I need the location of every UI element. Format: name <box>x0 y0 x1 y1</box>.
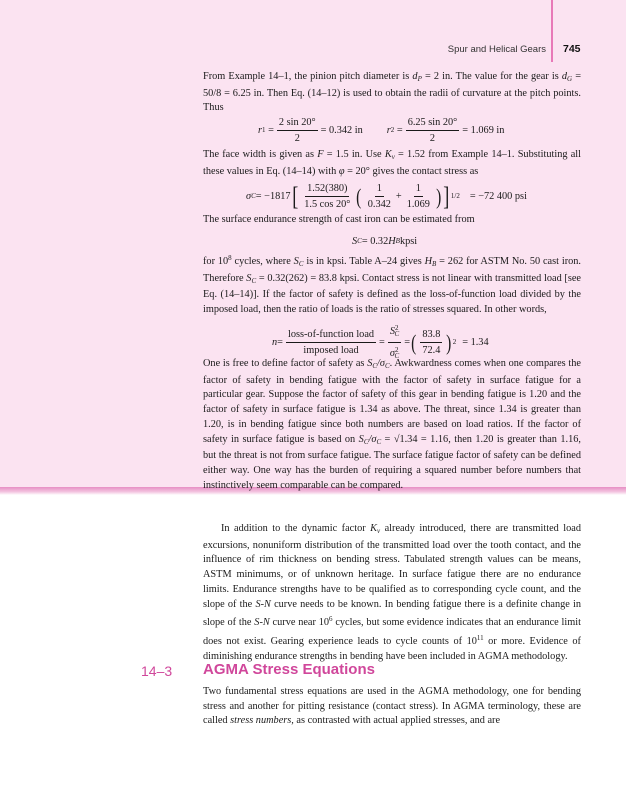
header-vertical-rule <box>551 0 553 62</box>
equation-endurance-strength: S C = 0.32 H B kpsi <box>352 236 418 247</box>
page-number: 745 <box>563 43 581 55</box>
paragraph-face-width: The face width is given as F = 1.5 in. Use $K_v = 1.52$ from Example 14–1. Substituting all these values in Eq. (14–14) with φ = 20° gives the contact stress as <box>203 149 581 177</box>
running-head: Spur and Helical Gears <box>447 44 546 55</box>
paragraph-stress-ratio: for $10^8$ cycles, where $S_C$ is in kpsi. Table A–24 gives $H_B = 262$ for ASTM No. 50 cast iron. Therefore $S_C = 0.32(262) = 83.8$ kpsi. Contact stress is not linear with transmitted load [see Eq. (14–14)]. If the factor of safety is defined as the loss-of-function load divided by the imposed load, then the ratio of loads is the ratio of stresses squared. In other words, <box>203 254 581 316</box>
equation-radii-of-curvature: r 1 = $\frac{2 \sin 20^\circ}{2}$ = 0.342 in r 2 = $\frac{6.25 \sin 20^\circ}{2}$ = 1.069 in <box>258 117 505 144</box>
section-number: 14–3 <box>141 663 173 679</box>
paragraph-pitch-diameters: From Example 14–1, the pinion pitch diameter is $d_P = 2$ in. The value for the gear is $d_G = 50/8 = 6.25$ in. Then Eq. (14–12) is used to obtain the radii of curvature at the pitch points. Thus <box>203 71 582 114</box>
paragraph-endurance-intro: The surface endurance strength of cast iron can be estimated from <box>203 214 475 225</box>
section-title: AGMA Stress Equations <box>203 661 375 678</box>
paragraph-safety-definition: One is free to define factor of safety as $S_C/\sigma_C$. Awkwardness comes when one compares the factor of safety in bending fatigue with the factor of safety in surface fatigue for a particular gear. Suppose the factor of safety of this gear in bending fatigue is 1.20 and the factor of safety in surface fatigue is 1.34 as above. The threat, since 1.34 is greater than 1.20, is in bending fatigue since both numbers are based on load ratios. If the factor of safety in surface fatigue is based on $S_C/\sigma_C = √1.34 = 1.16$, then 1.20 is greater than 1.16, but the threat is not from surface fatigue. The surface fatigue factor of safety can be defined either way. One way has the burden of requiring a squared number before numbers that instinctively seem comparable can be compared. <box>203 358 581 491</box>
paragraph-stress-equations: Two fundamental stress equations are used in the AGMA methodology, one for bending stress and another for pitting resistance (contact stress). In AGMA terminology, these are called stress numbers, as contrasted with actual applied stresses, and are <box>203 686 581 727</box>
equation-contact-stress: σ C = −1817 [ $\frac{1.52(380)}{1.5 \cos 20^\circ}$ ( $\frac{1}{0.342}$ + $\frac{1}{1.069}$ ) ] 1/2 = −72 400 psi <box>246 181 527 211</box>
equation-factor-of-safety: n = $\frac{\text{loss-of-function load}}{\text{imposed load}}$ = $\frac{S^2_C}{\sigma^2_C}$ = ( $\frac{83.8}{72.4}$ ) 2 = 1.34 <box>272 324 489 360</box>
paragraph-agma-intro: In addition to the dynamic factor $K_v$ already introduced, there are transmitted load excursions, nonuniform distribution of the transmitted load over the tooth contact, and the influence of rim thickness on bending stress. Tabulated strength values can be means, ASTM minimums, or of unknown heritage. In surface fatigue there are no endurance limits. Endurance strengths have to be qualified as to corresponding cycle count, and the slope of the S-N curve needs to be known. In bending fatigue there is a definite change in slope of the S-N curve near $10^6$ cycles, but some evidence indicates that an endurance limit does not exist. Gearing experience leads to cycle counts of $10^{11}$ or more. Evidence of diminishing endurance strengths in bending have been included in AGMA methodology. <box>203 523 581 662</box>
